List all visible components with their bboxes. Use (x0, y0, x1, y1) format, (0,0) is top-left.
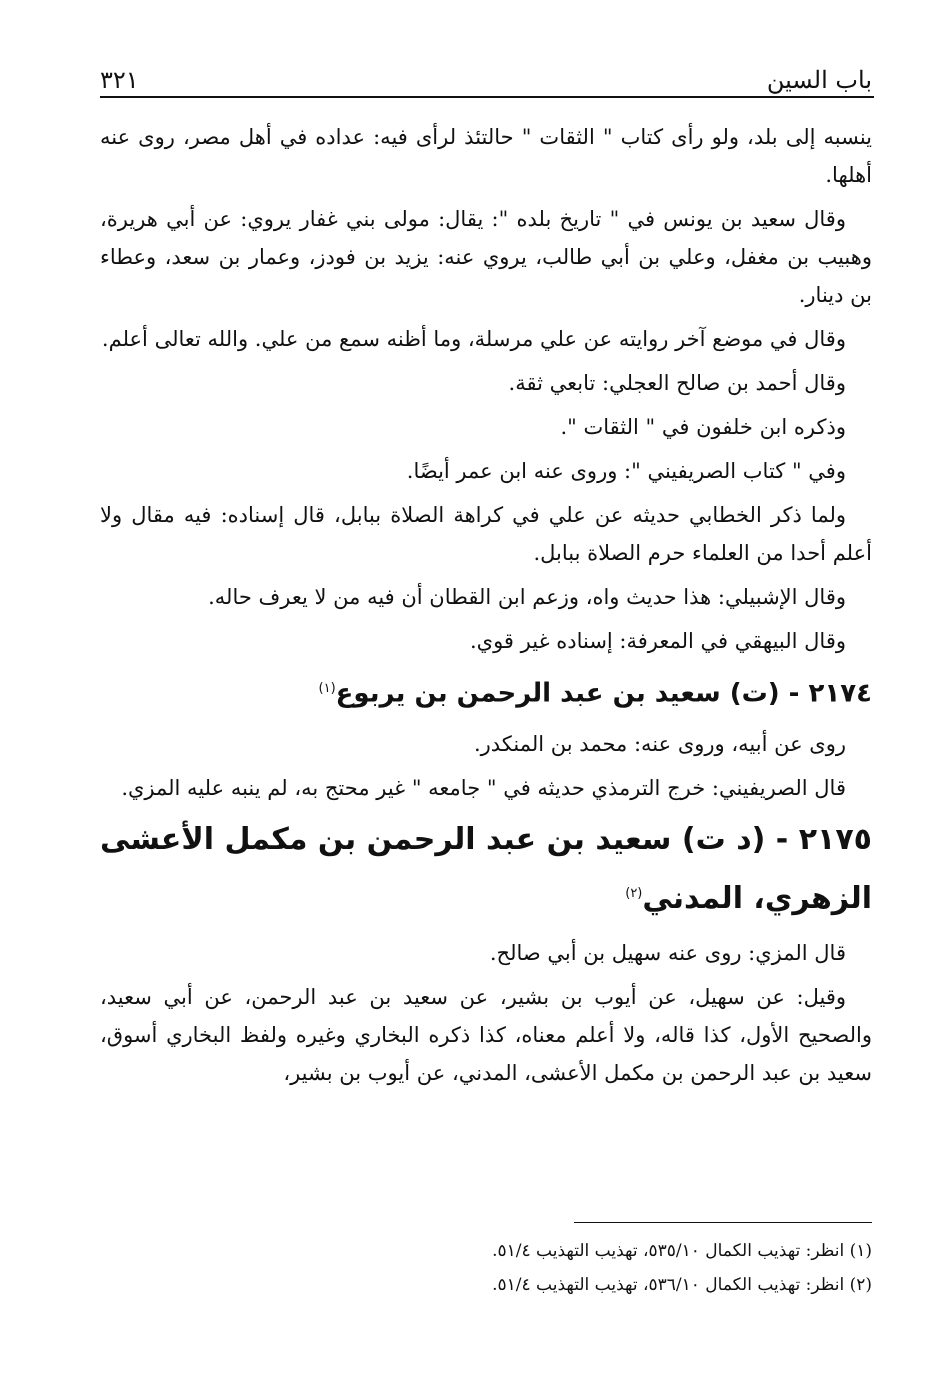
footnote: (١) انظر: تهذيب الكمال ٥٣٥/١٠، تهذيب التهذيب ٥١/٤. (492, 1241, 872, 1261)
footnote-divider (574, 1222, 872, 1223)
footnotes (100, 1234, 872, 1302)
footnote-marker: (٢) (625, 885, 643, 901)
paragraph: روى عن أبيه، وروى عنه: محمد بن المنكدر. (473, 731, 846, 756)
entry-heading-text: ٢١٧٤ - (ت) سعيد بن عبد الرحمن بن يربوع (335, 678, 872, 709)
paragraph: وقال في موضع آخر روايته عن علي مرسلة، وما أظنه سمع من علي. والله تعالى أعلم. (101, 327, 846, 351)
chapter-title: باب السين (766, 66, 872, 94)
entry-heading-text: ٢١٧٥ - (د ت) سعيد بن عبد الرحمن بن مكمل الأعشى الزهري، المدني (100, 821, 872, 916)
footnote: (٢) انظر: تهذيب الكمال ٥٣٦/١٠، تهذيب التهذيب ٥١/٤. (492, 1275, 872, 1295)
paragraph: وقال سعيد بن يونس في " تاريخ بلده ": يقال: مولى بني غفار يروي: عن أبي هريرة، وهبيب بن مغفل، وعلي بن أبي طالب، يروي عنه: يزيد بن فودز، وعمار بن سعد، وعطاء بن دينار. (100, 207, 872, 307)
entry-heading (100, 813, 872, 926)
entry-heading (100, 666, 872, 717)
paragraph: وذكره ابن خلفون في " الثقات ". (560, 415, 846, 439)
running-header (100, 52, 872, 94)
paragraph: وقال أحمد بن صالح العجلي: تابعي ثقة. (508, 371, 846, 395)
paragraph: قال الصريفيني: خرج الترمذي حديثه في " جامعه " غير محتج به، لم ينبه عليه المزي. (121, 775, 846, 800)
paragraph: وفي " كتاب الصريفيني ": وروى عنه ابن عمر أيضًا. (406, 459, 846, 483)
footnote-marker: (١) (318, 681, 336, 696)
page-number: ٣٢١ (100, 66, 139, 94)
main-text (100, 118, 872, 1098)
paragraph: وقيل: عن سهيل، عن أيوب بن بشير، عن سعيد بن عبد الرحمن، عن أبي سعيد، والصحيح الأول، كذا قاله، ولا أعلم معناه، كذا ذكره البخاري وغيره ولفظ البخاري أسوق، سعيد بن عبد الرحمن بن مكمل الأعشى، المدني، عن أيوب بن بشير، (100, 984, 872, 1085)
paragraph: ينسبه إلى بلد، ولو رأى كتاب " الثقات " حالتئذ لرأى فيه: عداده في أهل مصر، روى عنه أهلها. (100, 125, 872, 187)
paragraph: وقال البيهقي في المعرفة: إسناده غير قوي. (469, 629, 846, 653)
paragraph: ولما ذكر الخطابي حديثه عن علي في كراهة الصلاة ببابل، قال إسناده: فيه مقال ولا أعلم أحدا من العلماء حرم الصلاة ببابل. (100, 503, 872, 565)
paragraph: وقال الإشبيلي: هذا حديث واه، وزعم ابن القطان أن فيه من لا يعرف حاله. (208, 585, 846, 609)
paragraph: قال المزي: روى عنه سهيل بن أبي صالح. (489, 940, 846, 965)
header-divider (100, 96, 874, 98)
